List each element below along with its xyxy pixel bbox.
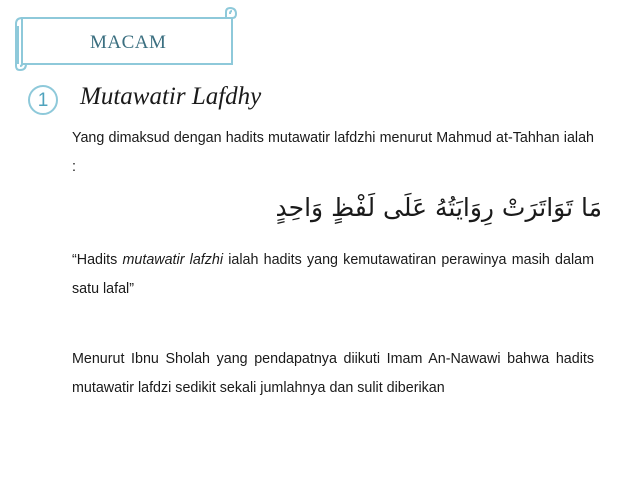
arabic-definition: مَا تَوَاتَرَتْ رِوَايَتُهُ عَلَى لَفْظٍ وَاحِدٍ bbox=[275, 193, 602, 222]
section-number-badge: 1 bbox=[28, 85, 58, 115]
intro-paragraph: Yang dimaksud dengan hadits mutawatir lafdzhi menurut Mahmud at-Tahhan ialah : bbox=[72, 130, 594, 175]
section-title: MACAM bbox=[90, 32, 167, 53]
scroll-banner bbox=[8, 6, 244, 72]
ibnu-sholah-paragraph: Menurut Ibnu Sholah yang pendapatnya diikuti Imam An-Nawawi bahwa hadits mutawatir lafdzi sedikit sekali jumlahnya dan sulit diberikan bbox=[72, 351, 594, 396]
quote-term: mutawatir lafzhi bbox=[122, 252, 224, 268]
quote-open: “Hadits bbox=[72, 252, 123, 268]
quote-rest: ialah hadits yang kemutawatiran perawinya masih dalam satu lafal” bbox=[72, 252, 594, 297]
quote-paragraph bbox=[72, 246, 594, 304]
section-heading: Mutawatir Lafdhy bbox=[80, 83, 262, 110]
